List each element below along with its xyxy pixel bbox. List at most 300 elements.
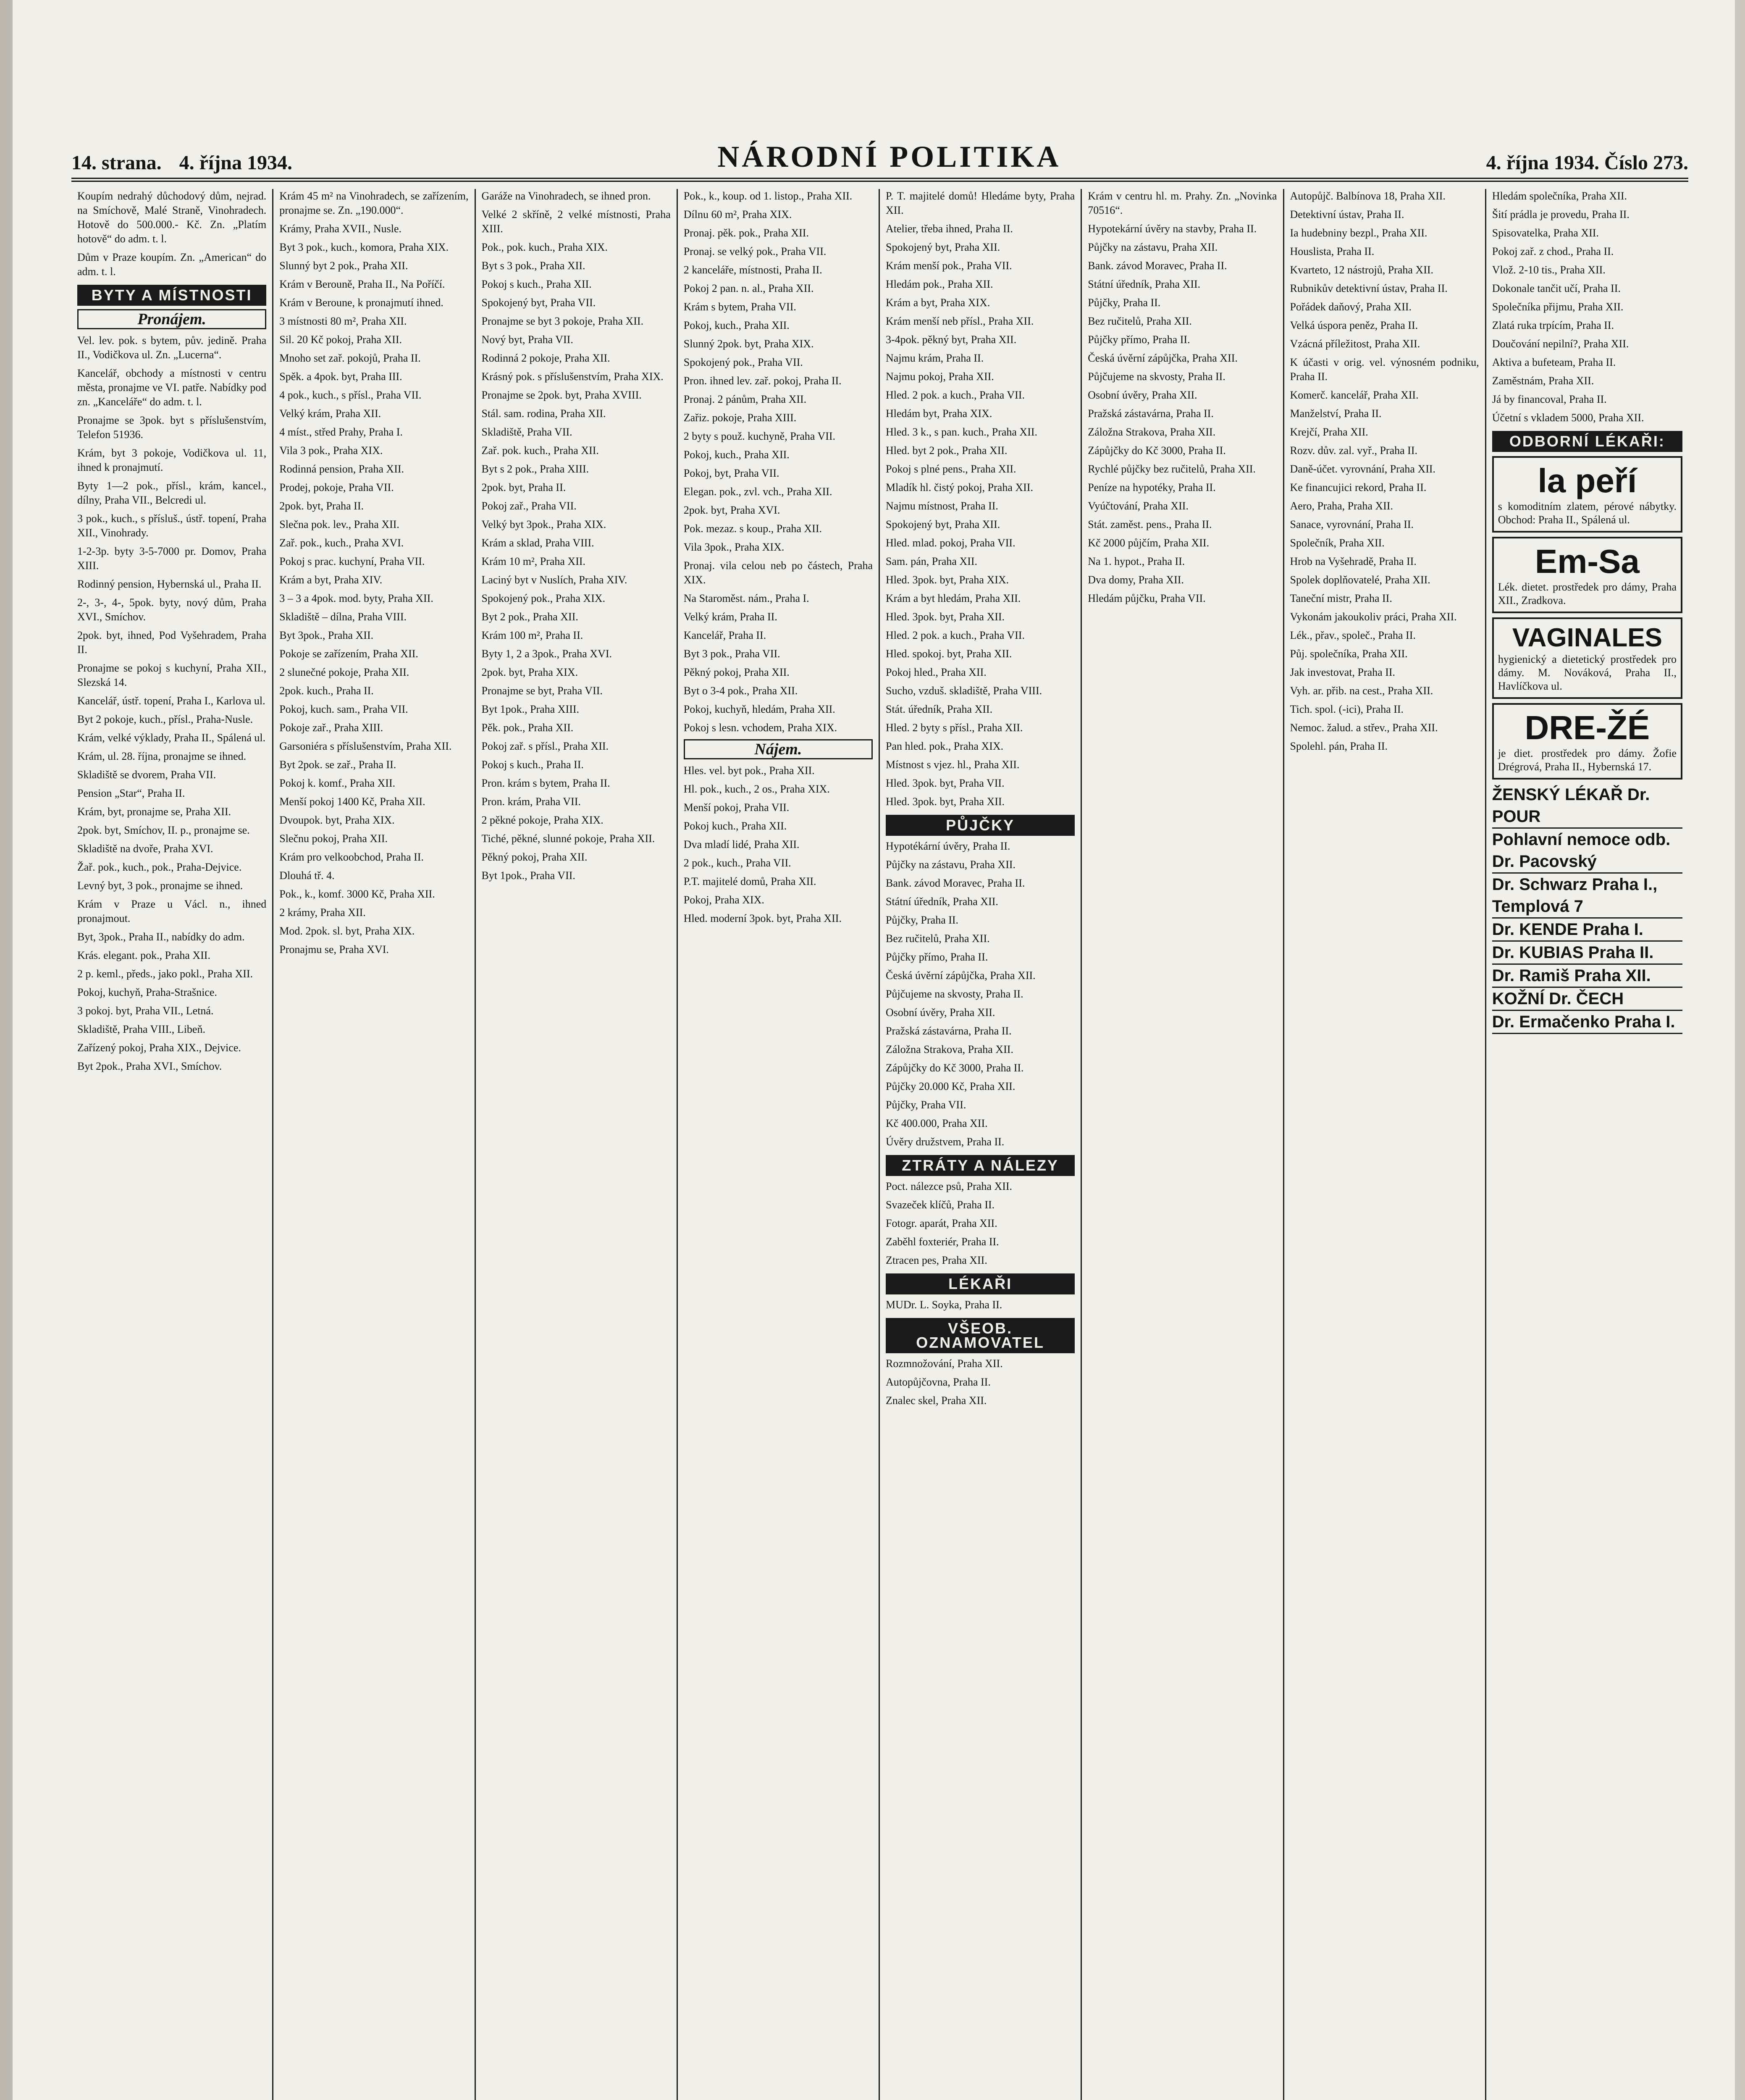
classified-ad: Kč 2000 půjčím, Praha XII.	[1088, 537, 1210, 549]
classified-ad: Pokoj, kuchyň, Praha-Strašnice.	[77, 986, 217, 998]
classified-ad: Rodinná pension, Praha XII.	[279, 463, 404, 475]
classified-ad: Hledám pok., Praha XII.	[886, 278, 993, 290]
classified-ad: Sam. pán, Praha XII.	[886, 555, 978, 567]
classified-ad: Dvoupok. byt, Praha XIX.	[279, 814, 395, 826]
classified-ad: Rodinná 2 pokoje, Praha XII.	[481, 352, 610, 364]
classified-ad: Půjčky, Praha II.	[886, 914, 959, 926]
classified-ad: Pokoj zař., Praha VII.	[481, 500, 577, 512]
classified-ad: 4 míst., střed Prahy, Praha I.	[279, 426, 403, 438]
newspaper-title: NÁRODNÍ POLITIKA	[717, 140, 1061, 173]
classified-ad: Na Staroměst. nám., Praha I.	[683, 592, 809, 604]
classified-ad: Lék., přav., společ., Praha II.	[1290, 629, 1416, 641]
classified-ad: Atelier, třeba ihned, Praha II.	[886, 223, 1013, 235]
classified-ad: Velká úspora peněz, Praha II.	[1290, 319, 1418, 331]
doctors-list	[1492, 784, 1682, 1034]
classified-ad: Spokojený pok., Praha VII.	[683, 356, 803, 368]
classified-ad: Velký krám, Praha XII.	[279, 407, 381, 420]
classified-ad: Slečna pok. lev., Praha XII.	[279, 518, 399, 530]
classified-ad: Krám pro velkoobchod, Praha II.	[279, 851, 424, 863]
classified-ad: Pokoj, kuch., Praha XII.	[683, 319, 790, 331]
classified-ad: Krám s bytem, Praha VII.	[683, 301, 796, 313]
classified-ad: Pronajmu se, Praha XVI.	[279, 943, 389, 956]
classified-ad: Doučování nepilní?, Praha XII.	[1492, 338, 1629, 350]
classified-ad: Stát. zaměst. pens., Praha II.	[1088, 518, 1212, 530]
classified-ad: Hypotékární úvěry, Praha II.	[886, 840, 1010, 852]
classified-ad: Pron. krám, Praha VII.	[481, 795, 581, 808]
classified-ad: Manželství, Praha II.	[1290, 407, 1382, 420]
classified-ad: Pokoj, kuch., Praha XII.	[683, 449, 790, 461]
classified-ad: Krás. elegant. pok., Praha XII.	[77, 949, 210, 961]
classified-ad: Byt 3 pok., Praha VII.	[683, 648, 780, 660]
classified-ad: Bez ručitelů, Praha XII.	[1088, 315, 1192, 327]
classified-ad: Vzácná příležitost, Praha XII.	[1290, 338, 1420, 350]
classified-ad: Hled. 3pok. byt, Praha XIX.	[886, 574, 1009, 586]
classified-ad: Pokoj kuch., Praha XII.	[683, 820, 787, 832]
classified-ad: Šití prádla je provedu, Praha II.	[1492, 208, 1630, 220]
doctor-ad: Dr. KENDE Praha I.	[1492, 919, 1682, 942]
display-ad	[1492, 703, 1682, 780]
classified-ad: Zápůjčky do Kč 3000, Praha II.	[1088, 444, 1226, 457]
classified-ad: Hled. spokoj. byt, Praha XII.	[886, 648, 1012, 660]
classified-ad: Pokoj, Praha XIX.	[683, 894, 764, 906]
classified-ad: Stál. sam. rodina, Praha XII.	[481, 407, 606, 420]
classified-ad: Vila 3 pok., Praha XIX.	[279, 444, 383, 457]
classified-ad: Pěkný pokoj, Praha XII.	[683, 666, 790, 678]
classified-ad: Vila 3pok., Praha XIX.	[683, 541, 785, 553]
classified-ad: Zlatá ruka trpícím, Praha II.	[1492, 319, 1614, 331]
classified-ad: Hypotekární úvěry na stavby, Praha II.	[1088, 223, 1257, 235]
classified-ad: Autopůjčovna, Praha II.	[886, 1376, 991, 1388]
classified-ad: Společníka přijmu, Praha XII.	[1492, 301, 1624, 313]
display-ad-text: Lék. dietet. prostředek pro dámy, Praha XII., Zradkova.	[1498, 581, 1677, 606]
classified-ad: 3 – 3 a 4pok. mod. byty, Praha XII.	[279, 592, 433, 604]
classified-ad: Byt s 2 pok., Praha XIII.	[481, 463, 589, 475]
classified-ad: Hled. 3pok. byt, Praha VII.	[886, 777, 1005, 789]
classified-ad: Garsoniéra s příslušenstvím, Praha XII.	[279, 740, 452, 752]
classified-ad: Sanace, vyrovnání, Praha II.	[1290, 518, 1414, 530]
classified-ad: Pronaj. se velký pok., Praha VII.	[683, 245, 827, 257]
classified-ad: Koupím nedrahý důchodový dům, nejrad. na Smíchově, Malé Straně, Vinohradech. Hotově do 500.000.- Kč. Zn. „Platím hotově“ do adm. t. l.	[77, 190, 267, 245]
classified-ad: Kancelář, Praha II.	[683, 629, 766, 641]
classified-ad: Pokoj, kuch. sam., Praha VII.	[279, 703, 408, 715]
classified-ad: Půj. společníka, Praha XII.	[1290, 648, 1408, 660]
section-heading: PŮJČKY	[886, 815, 1075, 836]
classified-ad: Krám v Praze u Václ. n., ihned pronajmout.	[77, 898, 267, 924]
classified-ad: 2 pok., kuch., Praha VII.	[683, 857, 791, 869]
classified-ad: Tiché, pěkné, slunné pokoje, Praha XII.	[481, 832, 655, 845]
classified-ad: Mod. 2pok. sl. byt, Praha XIX.	[279, 925, 415, 937]
classified-ad: Pok., pok. kuch., Praha XIX.	[481, 241, 608, 253]
classified-ad: Daně-účet. vyrovnání, Praha XII.	[1290, 463, 1436, 475]
classified-ad: Mnoho set zař. pokojů, Praha II.	[279, 352, 421, 364]
display-ad	[1492, 456, 1682, 533]
classified-ad: Skladiště, Praha VIII., Libeň.	[77, 1023, 205, 1035]
classified-ad: K účasti v orig. vel. výnosném podniku, Praha II.	[1290, 356, 1479, 383]
classified-ad: Osobní úvěry, Praha XII.	[886, 1006, 995, 1018]
classified-ad: Pron. ihned lev. zař. pokoj, Praha II.	[683, 375, 842, 387]
classified-ad: Hled. 3pok. byt, Praha XII.	[886, 611, 1005, 623]
classified-ad: Zaměstnám, Praha XII.	[1492, 375, 1594, 387]
classified-ad: Pokoj s kuch., Praha II.	[481, 759, 584, 771]
classified-ad: Poct. nálezce psů, Praha XII.	[886, 1180, 1013, 1192]
classified-ad: Slečnu pokoj, Praha XII.	[279, 832, 388, 845]
classified-ad: Zař. pok. kuch., Praha XII.	[481, 444, 599, 457]
classified-ad: 3 místnosti 80 m², Praha XII.	[279, 315, 407, 327]
classified-ad: Účetní s vkladem 5000, Praha XII.	[1492, 412, 1644, 424]
classified-ad: P. T. majitelé domů! Hledáme byty, Praha XII.	[886, 190, 1075, 216]
classified-ad: Byt 2pok., Praha XVI., Smíchov.	[77, 1060, 222, 1072]
classified-ad: Krám a byt, Praha XIV.	[279, 574, 383, 586]
classified-ad: Velký byt 3pok., Praha XIX.	[481, 518, 606, 530]
classified-ad: Elegan. pok., zvl. vch., Praha XII.	[683, 486, 832, 498]
classified-ad: Krám menší neb přísl., Praha XII.	[886, 315, 1034, 327]
classified-ad: Krám, velké výklady, Praha II., Spálená ul.	[77, 732, 266, 744]
classified-ad: Půjčky přímo, Praha II.	[886, 951, 988, 963]
display-ad	[1492, 537, 1682, 613]
classified-ad: 4 pok., kuch., s přísl., Praha VII.	[279, 389, 422, 401]
classified-ad: Hled. 3pok. byt, Praha XII.	[886, 795, 1005, 808]
classified-ad: Velké 2 skříně, 2 velké místnosti, Praha XIII.	[481, 208, 671, 235]
classified-ad: Pokoj hled., Praha XII.	[886, 666, 987, 678]
classified-ad: 3 pokoj. byt, Praha VII., Letná.	[77, 1005, 214, 1017]
classified-ad: Půjčky na zástavu, Praha XII.	[1088, 241, 1218, 253]
classified-ad: Žař. pok., kuch., pok., Praha-Dejvice.	[77, 861, 242, 873]
classified-ad: Bez ručitelů, Praha XII.	[886, 932, 990, 945]
classified-ad: Pok., k., komf. 3000 Kč, Praha XII.	[279, 888, 435, 900]
classified-ad: Spěk. a 4pok. byt, Praha III.	[279, 370, 402, 383]
classified-ad: Menší pokoj 1400 Kč, Praha XII.	[279, 795, 425, 808]
section-heading: VŠEOB. OZNAMOVATEL	[886, 1318, 1075, 1353]
classified-ad: Tich. spol. (-ici), Praha II.	[1290, 703, 1404, 715]
classified-ad: Pokoj s lesn. vchodem, Praha XIX.	[683, 722, 837, 734]
classified-ad: Půjčujeme na skvosty, Praha II.	[886, 988, 1023, 1000]
classified-ad: Spisovatelka, Praha XII.	[1492, 227, 1599, 239]
classified-columns	[71, 189, 1688, 2100]
classified-ad: Půjčky přímo, Praha II.	[1088, 333, 1190, 346]
classified-ad: Kvarteto, 12 nástrojů, Praha XII.	[1290, 264, 1434, 276]
classified-ad: Byt 3pok., Praha XII.	[279, 629, 374, 641]
classified-ad: Byt s 3 pok., Praha XII.	[481, 260, 585, 272]
classified-ad: Pronajme se pokoj s kuchyní, Praha XII., Slezská 14.	[77, 662, 267, 688]
classified-ad: Pronajme se byt 3 pokoje, Praha XII.	[481, 315, 644, 327]
classified-ad: Na 1. hypot., Praha II.	[1088, 555, 1185, 567]
classified-ad: Spolek doplňovatelé, Praha XII.	[1290, 574, 1430, 586]
classified-ad: Pokoj s plné pens., Praha XII.	[886, 463, 1016, 475]
classified-ad: Pronaj. 2 pánům, Praha XII.	[683, 393, 807, 405]
classified-ad: 1-2-3p. byty 3-5-7000 pr. Domov, Praha XIII.	[77, 545, 267, 572]
classified-ad: Krejčí, Praha XII.	[1290, 426, 1368, 438]
classified-ad: Pokoj, kuchyň, hledám, Praha XII.	[683, 703, 835, 715]
classified-ad: Byt 2pok. se zař., Praha II.	[279, 759, 396, 771]
classified-ad: Kancelář, obchody a místnosti v centru města, pronajme ve VI. patře. Nabídky pod zn. „Kanceláře“ do adm. t. l.	[77, 367, 267, 408]
classified-ad: Pan hled. pok., Praha XIX.	[886, 740, 1004, 752]
column-5	[880, 189, 1082, 2100]
classified-ad: Najmu pokoj, Praha XII.	[886, 370, 994, 383]
classified-ad: Sil. 20 Kč pokoj, Praha XII.	[279, 333, 402, 346]
classified-ad: Krámy, Praha XVII., Nusle.	[279, 223, 401, 235]
classified-ad: Byt 3 pok., kuch., komora, Praha XIX.	[279, 241, 449, 253]
section-heading: ZTRÁTY A NÁLEZY	[886, 1155, 1075, 1176]
doctor-ad: ŽENSKÝ LÉKAŘ Dr. POUR	[1492, 784, 1682, 829]
classified-ad: 2pok. byt, ihned, Pod Vyšehradem, Praha II.	[77, 629, 267, 656]
classified-ad: Pron. krám s bytem, Praha II.	[481, 777, 610, 789]
display-ad-title: VAGINALES	[1512, 623, 1662, 652]
page-header	[71, 141, 1688, 182]
display-ad-text: s komoditním zlatem, pérové nábytky. Obchod: Praha II., Spálená ul.	[1498, 500, 1677, 526]
classified-ad: Hled. 2 pok. a kuch., Praha VII.	[886, 629, 1025, 641]
display-ad-title: la peří	[1538, 462, 1637, 499]
classified-ad: Houslista, Praha II.	[1290, 245, 1375, 257]
classified-ad: MUDr. L. Soyka, Praha II.	[886, 1299, 1002, 1311]
classified-ad: Krám, byt, pronajme se, Praha XII.	[77, 806, 231, 818]
classified-ad: Vyh. ar. přib. na cest., Praha XII.	[1290, 685, 1433, 697]
classified-ad: Vyúčtování, Praha XII.	[1088, 500, 1189, 512]
classified-ad: P.T. majitelé domů, Praha XII.	[683, 875, 816, 887]
classified-ad: 2pok. byt, Praha II.	[279, 500, 364, 512]
classified-ad: Krám 45 m² na Vinohradech, se zařízením, pronajme se. Zn. „190.000“.	[279, 190, 469, 216]
classified-ad: Aktiva a bufeteam, Praha II.	[1492, 356, 1616, 368]
classified-ad: Státní úředník, Praha XII.	[886, 895, 998, 908]
classified-ad: Detektivní ústav, Praha II.	[1290, 208, 1404, 220]
issue-date: 4. října 1934. Číslo 273.	[1486, 152, 1688, 174]
classified-ad: Garáže na Vinohradech, se ihned pron.	[481, 190, 651, 202]
classified-ad: Svazeček klíčů, Praha II.	[886, 1199, 995, 1211]
classified-ad: 2pok. byt, Praha XVI.	[683, 504, 780, 516]
classified-ad: Pok., k., koup. od 1. listop., Praha XII.	[683, 190, 853, 202]
classified-ad: Krám v Beroune, k pronajmutí ihned.	[279, 297, 443, 309]
classified-ad: Kč 400.000, Praha XII.	[886, 1117, 988, 1129]
classified-ad: Česká úvěrní zápůjčka, Praha XII.	[1088, 352, 1238, 364]
classified-ad: Dílnu 60 m², Praha XIX.	[683, 208, 792, 220]
classified-ad: Skladiště se dvorem, Praha VII.	[77, 769, 216, 781]
classified-ad: Autopůjč. Balbínova 18, Praha XII.	[1290, 190, 1446, 202]
classified-ad: Osobní úvěry, Praha XII.	[1088, 389, 1197, 401]
classified-ad: Dva domy, Praha XII.	[1088, 574, 1184, 586]
classified-ad: 2 pěkné pokoje, Praha XIX.	[481, 814, 604, 826]
doctor-ad: KOŽNÍ Dr. ČECH	[1492, 988, 1682, 1011]
classified-ad: Krám 100 m², Praha II.	[481, 629, 583, 641]
classified-ad: Spokojený pok., Praha XIX.	[481, 592, 606, 604]
classified-ad: Hles. vel. byt pok., Praha XII.	[683, 764, 815, 777]
classified-ad: Pokoj zař. z chod., Praha II.	[1492, 245, 1614, 257]
classified-ad: Pronajme se byt, Praha VII.	[481, 685, 603, 697]
classified-ad: Pronajme se 3pok. byt s příslušenstvím, Telefon 51936.	[77, 414, 267, 441]
classified-ad: Rubnikův detektivní ústav, Praha II.	[1290, 282, 1448, 294]
classified-ad: 2-, 3-, 4-, 5pok. byty, nový dům, Praha XVI., Smíchov.	[77, 596, 267, 623]
classified-ad: Půjčujeme na skvosty, Praha II.	[1088, 370, 1225, 383]
classified-ad: Pokoj s prac. kuchyní, Praha VII.	[279, 555, 425, 567]
classified-ad: 2pok. byt, Praha II.	[481, 481, 566, 494]
classified-ad: Pronajme se 2pok. byt, Praha XVIII.	[481, 389, 642, 401]
classified-ad: Zařiz. pokoje, Praha XIII.	[683, 412, 797, 424]
classified-ad: Krásný pok. s příslušenstvím, Praha XIX.	[481, 370, 664, 383]
classified-ad: Hled. 3 k., s pan. kuch., Praha XII.	[886, 426, 1038, 438]
classified-ad: Dlouhá tř. 4.	[279, 869, 335, 882]
classified-ad: Zápůjčky do Kč 3000, Praha II.	[886, 1062, 1024, 1074]
classified-ad: 2 slunečné pokoje, Praha XII.	[279, 666, 409, 678]
classified-ad: Záložna Strakova, Praha XII.	[886, 1043, 1013, 1055]
classified-ad: 2 kanceláře, místnosti, Praha II.	[683, 264, 822, 276]
section-heading: Pronájem.	[77, 309, 266, 329]
classified-ad: Hled. moderní 3pok. byt, Praha XII.	[683, 912, 842, 924]
classified-ad: Krám, byt 3 pokoje, Vodičkova ul. 11, ihned k pronajmutí.	[77, 447, 267, 473]
classified-ad: Pražská zástavárna, Praha II.	[1088, 407, 1214, 420]
classified-ad: Byty 1—2 pok., přísl., krám, kancel., dílny, Praha VII., Belcredi ul.	[77, 480, 267, 506]
classified-ad: Já by financoval, Praha II.	[1492, 393, 1607, 405]
classified-ad: Dva mladí lidé, Praha XII.	[683, 838, 800, 850]
classified-ad: Krám v Berouně, Praha II., Na Poříčí.	[279, 278, 445, 290]
classified-ad: Krám 10 m², Praha XII.	[481, 555, 586, 567]
classified-ad: Skladiště, Praha VII.	[481, 426, 572, 438]
classified-ad: Pok. mezaz. s koup., Praha XII.	[683, 522, 822, 535]
classified-ad: Kancelář, ústř. topení, Praha I., Karlova ul.	[77, 695, 265, 707]
classified-ad: Půjčky, Praha II.	[1088, 297, 1161, 309]
classified-ad: Nový byt, Praha VII.	[481, 333, 573, 346]
classified-ad: Pronaj. pěk. pok., Praha XII.	[683, 227, 809, 239]
classified-ad: Menší pokoj, Praha VII.	[683, 801, 790, 814]
classified-ad: 3 pok., kuch., s přísluš., ústř. topení, Praha XII., Vinohrady.	[77, 512, 267, 539]
column-8	[1486, 189, 1688, 2100]
classified-ad: 2pok. kuch., Praha II.	[279, 685, 374, 697]
classified-ad: Prodej, pokoje, Praha VII.	[279, 481, 394, 494]
doctor-ad: Dr. Schwarz Praha I., Templová 7	[1492, 874, 1682, 919]
classified-ad: Krám v centru hl. m. Prahy. Zn. „Novinka 70516“.	[1088, 190, 1277, 216]
classified-ad: Pokoj s kuch., Praha XII.	[481, 278, 592, 290]
doctor-ad: Dr. Ramiš Praha XII.	[1492, 965, 1682, 988]
classified-ad: Zařízený pokoj, Praha XIX., Dejvice.	[77, 1042, 241, 1054]
display-ad-title: Em-Sa	[1535, 543, 1640, 580]
page-number: 14. strana. 4. října 1934.	[71, 152, 292, 174]
doctor-ad: Dr. Ermačenko Praha I.	[1492, 1011, 1682, 1034]
classified-ad: Spolehl. pán, Praha II.	[1290, 740, 1388, 752]
classified-ad: Záložna Strakova, Praha XII.	[1088, 426, 1216, 438]
display-ad-text: je diet. prostředek pro dámy. Žofie Drégrová, Praha II., Hybernská 17.	[1498, 747, 1677, 773]
classified-ad: Krám a byt, Praha XIX.	[886, 297, 990, 309]
section-heading: BYTY A MÍSTNOSTI	[77, 285, 266, 306]
classified-ad: Hled. 2 pok. a kuch., Praha VII.	[886, 389, 1025, 401]
column-1	[71, 189, 273, 2100]
display-ad	[1492, 617, 1682, 699]
classified-ad: Pension „Star“, Praha II.	[77, 787, 185, 799]
classified-ad: Byt 2 pokoje, kuch., přísl., Praha-Nusle.	[77, 713, 253, 725]
classified-ad: Skladiště na dvoře, Praha XVI.	[77, 843, 213, 855]
classified-ad: Vykonám jakoukoliv práci, Praha XII.	[1290, 611, 1457, 623]
classified-ad: Zaběhl foxteriér, Praha II.	[886, 1236, 999, 1248]
classified-ad: Hled. mlad. pokoj, Praha VII.	[886, 537, 1016, 549]
classified-ad: Pěkný pokoj, Praha XII.	[481, 851, 588, 863]
classified-ad: Laciný byt v Nuslích, Praha XIV.	[481, 574, 627, 586]
classified-ad: Slunný byt 2 pok., Praha XII.	[279, 260, 408, 272]
classified-ad: Aero, Praha, Praha XII.	[1290, 500, 1393, 512]
classified-ad: Krám a sklad, Praha VIII.	[481, 537, 594, 549]
classified-ad: Vlož. 2-10 tis., Praha XII.	[1492, 264, 1606, 276]
classified-ad: Dům v Praze koupím. Zn. „American“ do adm. t. l.	[77, 251, 267, 278]
classified-ad: Spokojený byt, Praha VII.	[481, 297, 596, 309]
classified-ad: Fotogr. aparát, Praha XII.	[886, 1217, 997, 1229]
classified-ad: Státní úředník, Praha XII.	[1088, 278, 1201, 290]
classified-ad: Jak investovat, Praha II.	[1290, 666, 1396, 678]
classified-ad: 2 p. keml., předs., jako pokl., Praha XII.	[77, 968, 253, 980]
classified-ad: Velký krám, Praha II.	[683, 611, 777, 623]
classified-ad: 2pok. byt, Praha XIX.	[481, 666, 578, 678]
classified-ad: Ztracen pes, Praha XII.	[886, 1254, 987, 1266]
classified-ad: Bank. závod Moravec, Praha II.	[886, 877, 1025, 889]
classified-ad: Pokoj, byt, Praha VII.	[683, 467, 779, 479]
classified-ad: Rodinný pension, Hybernská ul., Praha II.	[77, 578, 262, 590]
column-6	[1082, 189, 1284, 2100]
column-4	[678, 189, 880, 2100]
classified-ad: Pokoj 2 pan. n. al., Praha XII.	[683, 282, 814, 294]
classified-ad: Slunný 2pok. byt, Praha XIX.	[683, 338, 814, 350]
classified-ad: Hled. 2 byty s přísl., Praha XII.	[886, 722, 1023, 734]
classified-ad: Krám menší pok., Praha VII.	[886, 260, 1012, 272]
section-heading: ODBORNÍ LÉKAŘI:	[1492, 431, 1682, 452]
classified-ad: Půjčky, Praha VII.	[886, 1099, 966, 1111]
display-ad-title: DRE-ŽÉ	[1525, 709, 1650, 746]
classified-ad: Krám a byt hledám, Praha XII.	[886, 592, 1021, 604]
classified-ad: Pořádek daňový, Praha XII.	[1290, 301, 1412, 313]
classified-ad: Vel. lev. pok. s bytem, pův. jedině. Praha II., Vodičkova ul. Zn. „Lucerna“.	[77, 334, 267, 361]
classified-ad: Byt 1pok., Praha XIII.	[481, 703, 580, 715]
classified-ad: Hledám půjčku, Praha VII.	[1088, 592, 1206, 604]
column-7	[1284, 189, 1486, 2100]
classified-ad: Úvěry družstvem, Praha II.	[886, 1136, 1005, 1148]
classified-ad: Společník, Praha XII.	[1290, 537, 1385, 549]
classified-ad: 2 byty s použ. kuchyně, Praha VII.	[683, 430, 836, 442]
classified-ad: Půjčky 20.000 Kč, Praha XII.	[886, 1080, 1016, 1092]
classified-ad: Rozv. dův. zal. vyř., Praha II.	[1290, 444, 1417, 457]
section-heading: LÉKAŘI	[886, 1273, 1075, 1294]
doctor-ad: Pohlavní nemoce odb. Dr. Pacovský	[1492, 829, 1682, 874]
classified-ad: Znalec skel, Praha XII.	[886, 1394, 987, 1407]
classified-ad: Hledám byt, Praha XIX.	[886, 407, 992, 420]
classified-ad: Hl. pok., kuch., 2 os., Praha XIX.	[683, 783, 830, 795]
classified-ad: Mladík hl. čistý pokoj, Praha XII.	[886, 481, 1033, 494]
section-heading: Nájem.	[684, 739, 873, 759]
classified-ad: Hled. byt 2 pok., Praha XII.	[886, 444, 1008, 457]
classified-ad: Sucho, vzduš. skladiště, Praha VIII.	[886, 685, 1042, 697]
classified-ad: Spokojený byt, Praha XII.	[886, 241, 1000, 253]
classified-ad: Byt 2 pok., Praha XII.	[481, 611, 578, 623]
classified-ad: Hledám společníka, Praha XII.	[1492, 190, 1627, 202]
classified-ad: 2 krámy, Praha XII.	[279, 906, 366, 919]
classified-ad: Krám, ul. 28. října, pronajme se ihned.	[77, 750, 247, 762]
display-ad-text: hygienický a dietetický prostředek pro dámy. M. Nováková, Praha II., Havlíčkova ul.	[1498, 653, 1677, 692]
classified-ad: 3-4pok. pěkný byt, Praha XII.	[886, 333, 1017, 346]
classified-ad: Pokoje se zařízením, Praha XII.	[279, 648, 418, 660]
classified-ad: Dokonale tančit učí, Praha II.	[1492, 282, 1621, 294]
classified-ad: Nemoc. žalud. a střev., Praha XII.	[1290, 722, 1438, 734]
classified-ad: Komerč. kancelář, Praha XII.	[1290, 389, 1419, 401]
classified-ad: Levný byt, 3 pok., pronajme se ihned.	[77, 879, 243, 892]
classified-ad: Pražská zástavárna, Praha II.	[886, 1025, 1012, 1037]
classified-ad: Pokoje zař., Praha XIII.	[279, 722, 383, 734]
doctor-ad: Dr. KUBIAS Praha II.	[1492, 942, 1682, 965]
classified-ad: Byt o 3-4 pok., Praha XII.	[683, 685, 798, 697]
classified-ad: Byt 1pok., Praha VII.	[481, 869, 575, 882]
classified-ad: Peníze na hypotéky, Praha II.	[1088, 481, 1216, 494]
classified-ad: Najmu krám, Praha II.	[886, 352, 984, 364]
classified-ad: Skladiště – dílna, Praha VIII.	[279, 611, 407, 623]
classified-ad: Pokoj zař. s přísl., Praha XII.	[481, 740, 609, 752]
column-3	[476, 189, 678, 2100]
column-2	[273, 189, 475, 2100]
classified-ad: Taneční mistr, Praha II.	[1290, 592, 1392, 604]
classified-ad: Rychlé půjčky bez ručitelů, Praha XII.	[1088, 463, 1256, 475]
classified-ad: Půjčky na zástavu, Praha XII.	[886, 858, 1016, 871]
classified-ad: Pokoj k. komf., Praha XII.	[279, 777, 396, 789]
classified-ad: Bank. závod Moravec, Praha II.	[1088, 260, 1227, 272]
